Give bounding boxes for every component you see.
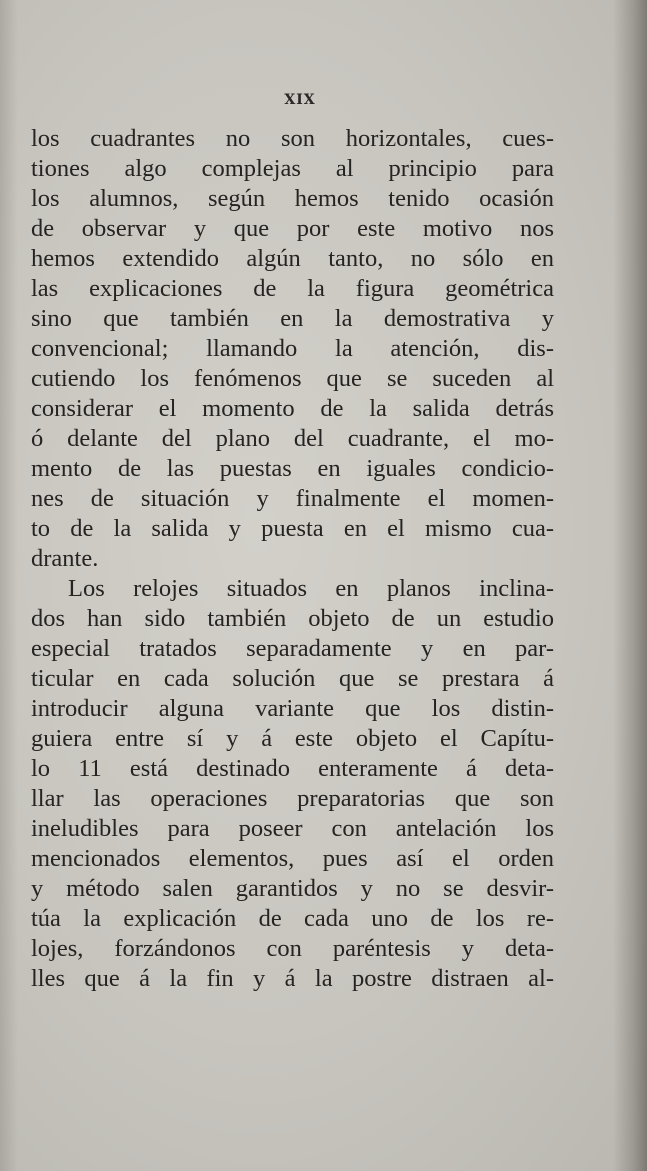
- text-line: dos han sido también objeto de un estudio: [31, 605, 554, 632]
- page-left-shadow: [0, 0, 18, 1171]
- text-line: considerar el momento de la salida detrás: [31, 395, 554, 422]
- text-line: mento de las puestas en iguales condicio-: [31, 455, 554, 482]
- text-line: tiones algo complejas al principio para: [31, 155, 554, 182]
- text-line: los cuadrantes no son horizontales, cues-: [31, 125, 554, 152]
- page-right-edge: [613, 0, 647, 1171]
- text-line: introducir alguna variante que los distin-: [31, 695, 554, 722]
- text-line: túa la explicación de cada uno de los re-: [31, 905, 554, 932]
- text-line: sino que también en la demostrativa y: [31, 305, 554, 332]
- text-line: nes de situación y finalmente el momen-: [31, 485, 554, 512]
- page-number: XIX: [284, 92, 316, 108]
- text-line: las explicaciones de la figura geométrica: [31, 275, 554, 302]
- text-line: hemos extendido algún tanto, no sólo en: [31, 245, 554, 272]
- text-line: drante.: [31, 545, 99, 572]
- text-line: ticular en cada solución que se prestara á: [31, 665, 554, 692]
- text-line: convencional; llamando la atención, dis-: [31, 335, 554, 362]
- text-line: mencionados elementos, pues así el orden: [31, 845, 554, 872]
- text-line: lojes, forzándonos con paréntesis y deta-: [31, 935, 554, 962]
- text-line: ó delante del plano del cuadrante, el mo-: [31, 425, 554, 452]
- text-line: de observar y que por este motivo nos: [31, 215, 554, 242]
- text-line: guiera entre sí y á este objeto el Capítu-: [31, 725, 554, 752]
- text-line: to de la salida y puesta en el mismo cua-: [31, 515, 554, 542]
- text-line: ineludibles para poseer con antelación los: [31, 815, 554, 842]
- body-text: [31, 124, 554, 994]
- text-line: lles que á la fin y á la postre distraen al-: [31, 965, 554, 992]
- text-line: Los relojes situados en planos inclina-: [68, 575, 554, 602]
- text-line: especial tratados separadamente y en par-: [31, 635, 554, 662]
- text-line: cutiendo los fenómenos que se suceden al: [31, 365, 554, 392]
- text-line: los alumnos, según hemos tenido ocasión: [31, 185, 554, 212]
- text-line: lo 11 está destinado enteramente á deta-: [31, 755, 554, 782]
- text-line: y método salen garantidos y no se desvir-: [31, 875, 554, 902]
- text-line: llar las operaciones preparatorias que son: [31, 785, 554, 812]
